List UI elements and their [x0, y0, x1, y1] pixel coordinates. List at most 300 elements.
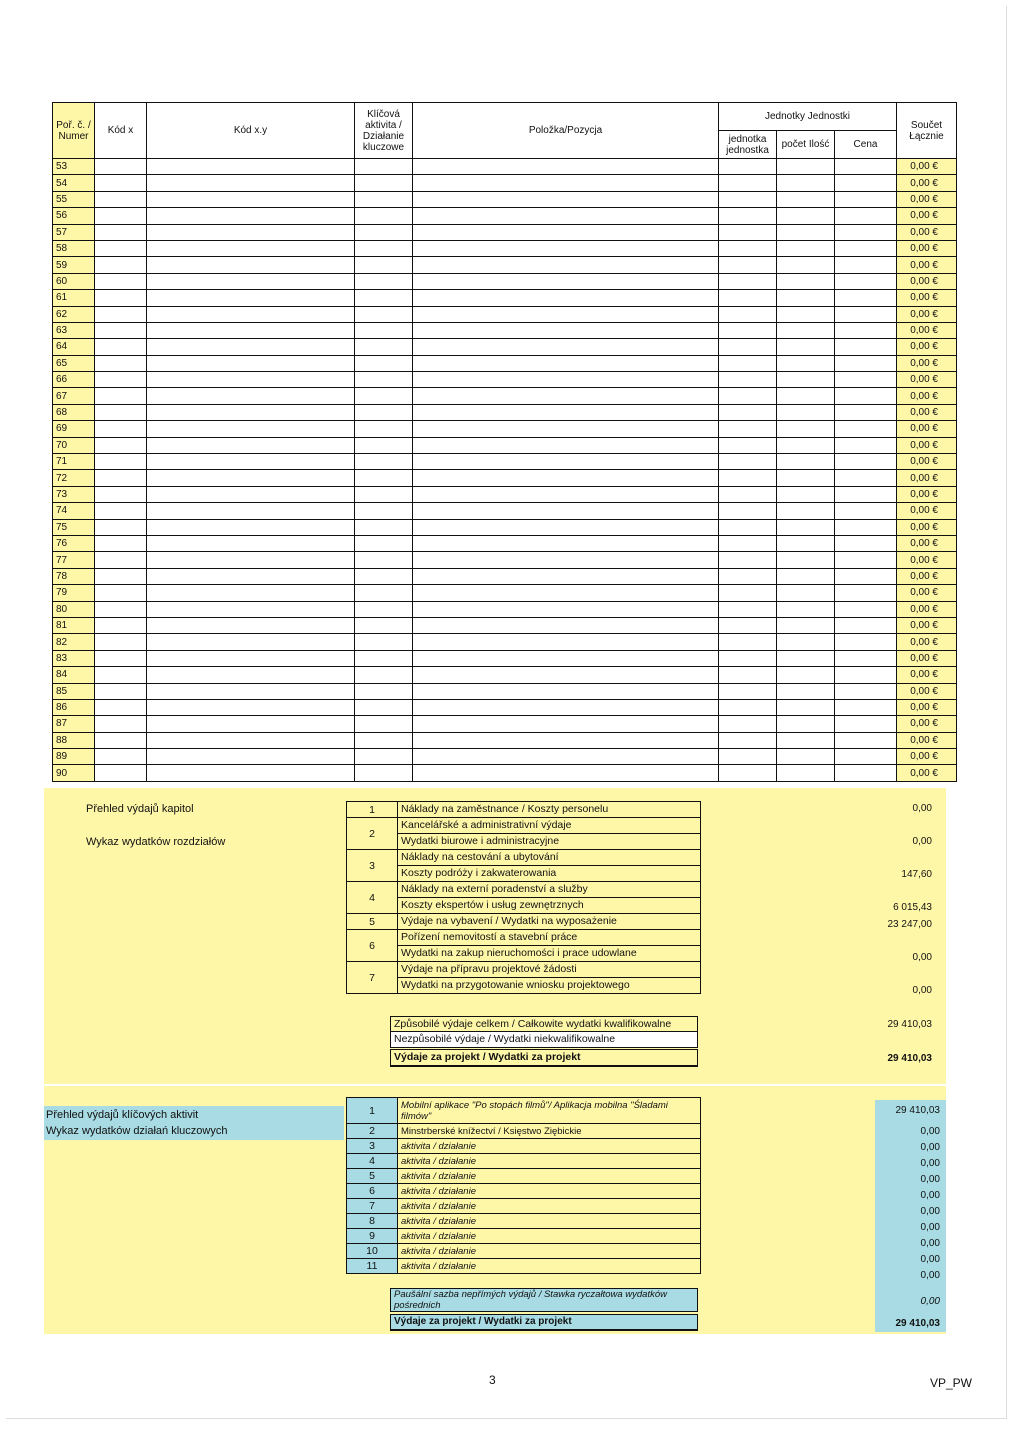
table-row [53, 290, 957, 306]
row-number: 79 [53, 585, 95, 601]
chapters-table [346, 801, 701, 994]
table-cell [719, 617, 777, 633]
row-sum: 0,00 € [897, 437, 957, 453]
table-cell [719, 404, 777, 420]
eligible-label: Způsobilé výdaje celkem / Całkowite wydatki kwalifikowalne [390, 1016, 698, 1032]
row-sum: 0,00 € [897, 240, 957, 256]
row-number: 68 [53, 404, 95, 420]
table-cell [413, 683, 719, 699]
table-cell [147, 290, 355, 306]
header-klicova-aktivita: Klíčová aktivita / Działanie kluczowe [355, 103, 413, 159]
row-number: 76 [53, 535, 95, 551]
table-cell [413, 486, 719, 502]
table-cell [719, 486, 777, 502]
table-cell [413, 372, 719, 388]
table-cell [355, 470, 413, 486]
header-jednotka: jednotka jednostka [719, 131, 777, 159]
table-cell [95, 552, 147, 568]
table-cell [95, 601, 147, 617]
chapter-index: 3 [347, 850, 398, 882]
chapter-name-line: Náklady na cestování a ubytování [401, 851, 559, 863]
table-cell [147, 667, 355, 683]
activities-label-pl: Wykaz wydatków działań kluczowych [46, 1125, 228, 1137]
table-cell [777, 749, 835, 765]
table-row [53, 437, 957, 453]
row-sum: 0,00 € [897, 486, 957, 502]
chapter-name [398, 850, 701, 882]
table-cell [413, 273, 719, 289]
table-cell [777, 470, 835, 486]
header-kod-x: Kód x [95, 103, 147, 159]
activity-row [347, 1259, 701, 1274]
activity-row [347, 1229, 701, 1244]
table-cell [835, 191, 897, 207]
table-cell [835, 732, 897, 748]
row-number: 88 [53, 732, 95, 748]
activity-index: 3 [347, 1139, 398, 1154]
table-cell [355, 634, 413, 650]
table-row [53, 535, 957, 551]
table-row [53, 650, 957, 666]
table-cell [355, 486, 413, 502]
table-row [53, 749, 957, 765]
row-number: 75 [53, 519, 95, 535]
table-cell [147, 454, 355, 470]
table-cell [719, 552, 777, 568]
table-row [53, 355, 957, 371]
row-sum: 0,00 € [897, 339, 957, 355]
table-cell [355, 290, 413, 306]
table-cell [777, 585, 835, 601]
table-cell [777, 421, 835, 437]
table-cell [413, 732, 719, 748]
table-row [53, 306, 957, 322]
table-cell [719, 208, 777, 224]
row-sum: 0,00 € [897, 355, 957, 371]
table-cell [95, 568, 147, 584]
table-cell [777, 355, 835, 371]
activity-index: 7 [347, 1199, 398, 1214]
table-cell [95, 437, 147, 453]
table-cell [777, 159, 835, 175]
activity-value: 0,00 [920, 1158, 940, 1169]
table-cell [719, 568, 777, 584]
row-number: 60 [53, 273, 95, 289]
table-cell [355, 699, 413, 715]
table-cell [147, 617, 355, 633]
table-cell [355, 240, 413, 256]
table-cell [413, 535, 719, 551]
row-number: 65 [53, 355, 95, 371]
table-row [53, 470, 957, 486]
table-cell [719, 175, 777, 191]
chapter-value: 6 015,43 [893, 902, 932, 913]
table-cell [835, 208, 897, 224]
table-cell [147, 224, 355, 240]
table-cell [835, 650, 897, 666]
row-number: 69 [53, 421, 95, 437]
row-sum: 0,00 € [897, 224, 957, 240]
table-cell [95, 699, 147, 715]
table-cell [835, 601, 897, 617]
activity-name: aktivita / działanie [398, 1169, 701, 1184]
table-cell [95, 273, 147, 289]
table-cell [413, 749, 719, 765]
table-cell [719, 437, 777, 453]
table-row [53, 322, 957, 338]
table-cell [95, 585, 147, 601]
row-sum: 0,00 € [897, 421, 957, 437]
chapter-row [347, 962, 701, 994]
table-cell [355, 421, 413, 437]
table-cell [95, 208, 147, 224]
table-cell [835, 535, 897, 551]
items-body [53, 159, 957, 782]
table-cell [719, 322, 777, 338]
table-cell [355, 683, 413, 699]
table-cell [147, 650, 355, 666]
table-row [53, 683, 957, 699]
chapter-row [347, 802, 701, 818]
row-number: 84 [53, 667, 95, 683]
table-cell [719, 683, 777, 699]
row-sum: 0,00 € [897, 552, 957, 568]
table-cell [835, 388, 897, 404]
table-row [53, 732, 957, 748]
row-number: 90 [53, 765, 95, 781]
page-number: 3 [489, 1373, 496, 1387]
table-cell [413, 159, 719, 175]
table-cell [835, 306, 897, 322]
table-cell [413, 634, 719, 650]
header-kod-xy: Kód x.y [147, 103, 355, 159]
chapters-total-value: 29 410,03 [887, 1053, 932, 1064]
table-cell [777, 175, 835, 191]
table-cell [355, 257, 413, 273]
table-cell [147, 470, 355, 486]
table-cell [95, 355, 147, 371]
activity-value: 29 410,03 [895, 1105, 940, 1116]
table-row [53, 486, 957, 502]
table-cell [355, 175, 413, 191]
table-cell [719, 503, 777, 519]
chapter-name-line: Pořízení nemovitostí a stavební práce [401, 931, 578, 943]
table-cell [413, 224, 719, 240]
row-number: 72 [53, 470, 95, 486]
row-sum: 0,00 € [897, 568, 957, 584]
table-cell [719, 699, 777, 715]
activity-name: aktivita / działanie [398, 1259, 701, 1274]
table-cell [413, 290, 719, 306]
table-row [53, 224, 957, 240]
table-row [53, 634, 957, 650]
table-row [53, 257, 957, 273]
header-jednotky: Jednotky Jednostki [719, 103, 897, 131]
table-cell [719, 257, 777, 273]
chapter-name-line: Výdaje na vybavení / Wydatki na wyposażenie [401, 915, 617, 927]
row-sum: 0,00 € [897, 617, 957, 633]
table-cell [355, 454, 413, 470]
chapter-name-line: Koszty podróży i zakwaterowania [398, 865, 700, 881]
table-cell [777, 372, 835, 388]
table-cell [777, 552, 835, 568]
table-cell [777, 388, 835, 404]
table-cell [355, 617, 413, 633]
table-cell [835, 224, 897, 240]
table-cell [355, 519, 413, 535]
table-cell [147, 535, 355, 551]
table-cell [719, 454, 777, 470]
table-cell [777, 568, 835, 584]
table-cell [835, 503, 897, 519]
table-cell [413, 454, 719, 470]
table-cell [777, 617, 835, 633]
table-cell [355, 732, 413, 748]
row-number: 63 [53, 322, 95, 338]
chapter-name [398, 914, 701, 930]
activities-total-value: 29 410,03 [895, 1318, 940, 1329]
table-cell [147, 552, 355, 568]
row-sum: 0,00 € [897, 634, 957, 650]
row-number: 67 [53, 388, 95, 404]
table-cell [95, 683, 147, 699]
table-cell [413, 568, 719, 584]
activity-row [347, 1124, 701, 1139]
table-cell [147, 683, 355, 699]
flat-rate-label: Paušální sazba nepřímých výdajů / Stawka ryczałtowa wydatków pośrednich [390, 1288, 698, 1312]
table-cell [95, 290, 147, 306]
activity-row [347, 1154, 701, 1169]
table-row [53, 191, 957, 207]
table-cell [95, 257, 147, 273]
activities-table [346, 1097, 701, 1274]
table-row [53, 552, 957, 568]
table-row [53, 208, 957, 224]
chapter-value: 0,00 [912, 985, 932, 996]
table-cell [777, 240, 835, 256]
table-cell [95, 454, 147, 470]
row-number: 82 [53, 634, 95, 650]
row-number: 66 [53, 372, 95, 388]
activity-name: aktivita / działanie [398, 1229, 701, 1244]
table-row [53, 240, 957, 256]
table-cell [835, 404, 897, 420]
table-cell [413, 650, 719, 666]
table-cell [835, 240, 897, 256]
table-cell [95, 486, 147, 502]
table-cell [147, 568, 355, 584]
table-cell [719, 306, 777, 322]
table-cell [835, 372, 897, 388]
row-sum: 0,00 € [897, 749, 957, 765]
table-cell [95, 306, 147, 322]
table-cell [719, 159, 777, 175]
chapter-name [398, 818, 701, 850]
row-sum: 0,00 € [897, 322, 957, 338]
eligible-value: 29 410,03 [887, 1019, 932, 1030]
table-cell [95, 617, 147, 633]
table-cell [413, 240, 719, 256]
table-cell [413, 503, 719, 519]
table-cell [719, 388, 777, 404]
row-sum: 0,00 € [897, 454, 957, 470]
table-cell [147, 634, 355, 650]
chapter-name-line: Koszty ekspertów i usług zewnętrznych [398, 897, 700, 913]
activity-index: 11 [347, 1259, 398, 1274]
table-cell [147, 765, 355, 781]
table-cell [835, 749, 897, 765]
table-cell [147, 355, 355, 371]
table-cell [719, 716, 777, 732]
table-cell [95, 191, 147, 207]
table-row [53, 617, 957, 633]
table-cell [147, 257, 355, 273]
activity-name: aktivita / działanie [398, 1184, 701, 1199]
table-cell [147, 732, 355, 748]
table-cell [719, 732, 777, 748]
table-cell [413, 421, 719, 437]
row-number: 57 [53, 224, 95, 240]
table-cell [355, 749, 413, 765]
activity-index: 1 [347, 1098, 398, 1124]
activity-name: Mobilní aplikace "Po stopách filmů"/ Aplikacja mobilna "Śladami filmów" [398, 1098, 701, 1124]
document-code: VP_PW [930, 1376, 973, 1390]
row-number: 86 [53, 699, 95, 715]
row-sum: 0,00 € [897, 683, 957, 699]
table-row [53, 601, 957, 617]
row-sum: 0,00 € [897, 191, 957, 207]
table-cell [147, 159, 355, 175]
table-cell [777, 191, 835, 207]
activity-name: aktivita / działanie [398, 1154, 701, 1169]
table-cell [719, 224, 777, 240]
table-cell [147, 519, 355, 535]
table-cell [413, 388, 719, 404]
items-table [52, 102, 957, 782]
chapter-name-line: Wydatki na zakup nieruchomości i prace udowlane [398, 945, 700, 961]
table-cell [413, 765, 719, 781]
table-cell [835, 290, 897, 306]
table-cell [719, 650, 777, 666]
table-row [53, 421, 957, 437]
table-cell [95, 322, 147, 338]
activity-row [347, 1184, 701, 1199]
table-cell [355, 191, 413, 207]
table-cell [95, 634, 147, 650]
row-sum: 0,00 € [897, 175, 957, 191]
activity-name: aktivita / działanie [398, 1199, 701, 1214]
table-cell [355, 568, 413, 584]
chapter-value: 0,00 [912, 803, 932, 814]
table-cell [95, 732, 147, 748]
chapters-total-label: Výdaje za projekt / Wydatki za projekt [390, 1049, 698, 1067]
table-cell [719, 535, 777, 551]
table-cell [777, 732, 835, 748]
table-cell [835, 585, 897, 601]
table-cell [95, 159, 147, 175]
table-cell [835, 716, 897, 732]
chapter-name [398, 882, 701, 914]
chapter-name-line: Náklady na zaměstnance / Koszty personelu [401, 803, 609, 815]
row-sum: 0,00 € [897, 273, 957, 289]
table-cell [777, 634, 835, 650]
table-cell [719, 290, 777, 306]
table-cell [355, 404, 413, 420]
table-cell [147, 240, 355, 256]
table-cell [355, 552, 413, 568]
chapter-index: 4 [347, 882, 398, 914]
table-row [53, 454, 957, 470]
table-cell [95, 175, 147, 191]
table-cell [413, 667, 719, 683]
table-cell [835, 667, 897, 683]
activity-row [347, 1244, 701, 1259]
row-number: 70 [53, 437, 95, 453]
row-sum: 0,00 € [897, 208, 957, 224]
table-cell [95, 470, 147, 486]
table-cell [719, 749, 777, 765]
table-cell [355, 322, 413, 338]
table-cell [777, 339, 835, 355]
chapter-value: 23 247,00 [887, 919, 932, 930]
table-cell [95, 765, 147, 781]
table-cell [95, 240, 147, 256]
table-cell [147, 322, 355, 338]
table-cell [147, 421, 355, 437]
chapter-name-line: Wydatki biurowe i administracyjne [398, 833, 700, 849]
table-cell [147, 503, 355, 519]
table-cell [147, 585, 355, 601]
activity-name: aktivita / działanie [398, 1214, 701, 1229]
table-cell [777, 716, 835, 732]
row-sum: 0,00 € [897, 470, 957, 486]
table-cell [147, 699, 355, 715]
activity-name: Minstrberské knížectví / Księstwo Ziębickie [398, 1124, 701, 1139]
activity-row [347, 1098, 701, 1124]
header-cena: Cena [835, 131, 897, 159]
table-cell [777, 765, 835, 781]
table-cell [147, 175, 355, 191]
row-number: 74 [53, 503, 95, 519]
table-row [53, 273, 957, 289]
activity-value: 0,00 [920, 1142, 940, 1153]
table-cell [95, 388, 147, 404]
table-cell [835, 486, 897, 502]
table-cell [355, 388, 413, 404]
table-cell [147, 601, 355, 617]
activity-index: 8 [347, 1214, 398, 1229]
table-cell [355, 585, 413, 601]
table-cell [835, 470, 897, 486]
table-cell [95, 421, 147, 437]
table-cell [413, 552, 719, 568]
table-cell [147, 339, 355, 355]
chapter-value: 0,00 [912, 836, 932, 847]
row-number: 54 [53, 175, 95, 191]
row-sum: 0,00 € [897, 699, 957, 715]
row-sum: 0,00 € [897, 535, 957, 551]
table-cell [835, 699, 897, 715]
table-cell [355, 355, 413, 371]
table-cell [355, 503, 413, 519]
table-row [53, 175, 957, 191]
activity-row [347, 1139, 701, 1154]
chapter-row [347, 930, 701, 962]
activity-name: aktivita / działanie [398, 1244, 701, 1259]
table-cell [835, 568, 897, 584]
chapter-name-line: Kancelářské a administrativní výdaje [401, 819, 572, 831]
table-cell [777, 683, 835, 699]
